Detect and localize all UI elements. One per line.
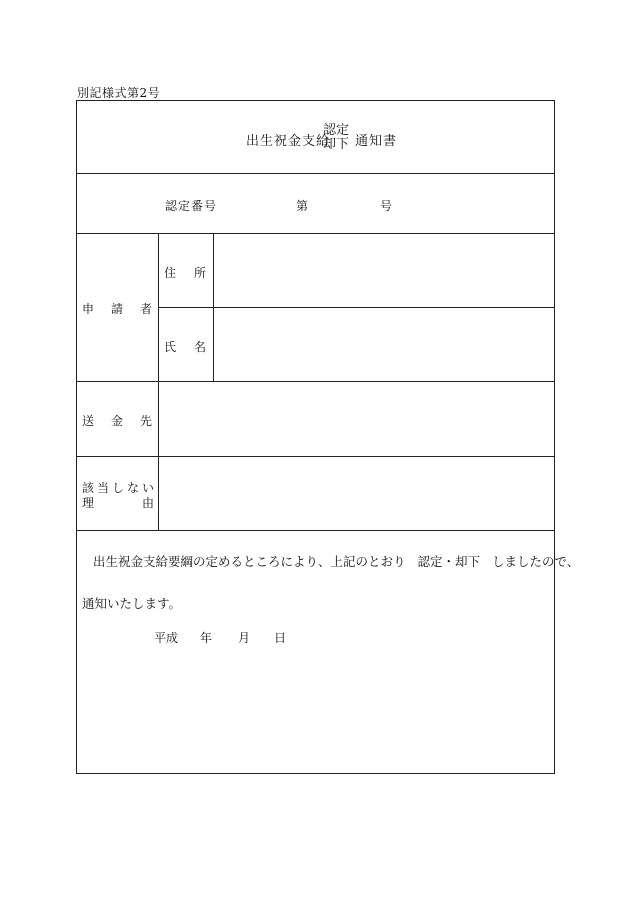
notice-sentence-end: 通知いたします。 <box>82 596 182 611</box>
title-option-reject: 却下 <box>323 137 350 152</box>
divider-left-column <box>158 233 159 530</box>
form-number: 別記様式第2号 <box>77 86 161 100</box>
title-option-approve: 認定 <box>323 123 350 138</box>
certification-number-label: 認定番号 <box>165 199 218 213</box>
form-title: 出生祝金支給 <box>246 134 331 149</box>
divider-applicant <box>76 381 555 382</box>
divider-remit <box>76 456 555 457</box>
reason-label-line1: 該 当 し な い <box>82 481 154 495</box>
notice-form-frame <box>76 100 555 774</box>
divider-cert <box>76 233 555 234</box>
name-label: 氏 名 <box>164 340 206 354</box>
notice-choice: 認定・却下 <box>417 554 481 569</box>
certification-dai: 第 <box>296 199 309 213</box>
title-choice <box>323 124 349 152</box>
notice-sentence: 出生祝金支給要綱の定めるところにより、上記のとおり 認定・却下 しましたので、 <box>93 554 580 569</box>
divider-sub-column <box>213 233 214 381</box>
applicant-label: 申 請 者 <box>82 302 152 316</box>
certification-go: 号 <box>380 199 393 213</box>
reason-label-line2: 理 由 <box>82 496 154 510</box>
divider-title <box>76 173 555 174</box>
divider-reason <box>76 530 555 531</box>
remittance-label: 送 金 先 <box>82 414 152 428</box>
address-label: 住 所 <box>164 266 206 280</box>
divider-addr-name <box>159 307 555 308</box>
notice-date: 平成 年 月 日 <box>154 631 287 645</box>
form-title-suffix: 通知書 <box>355 134 398 149</box>
